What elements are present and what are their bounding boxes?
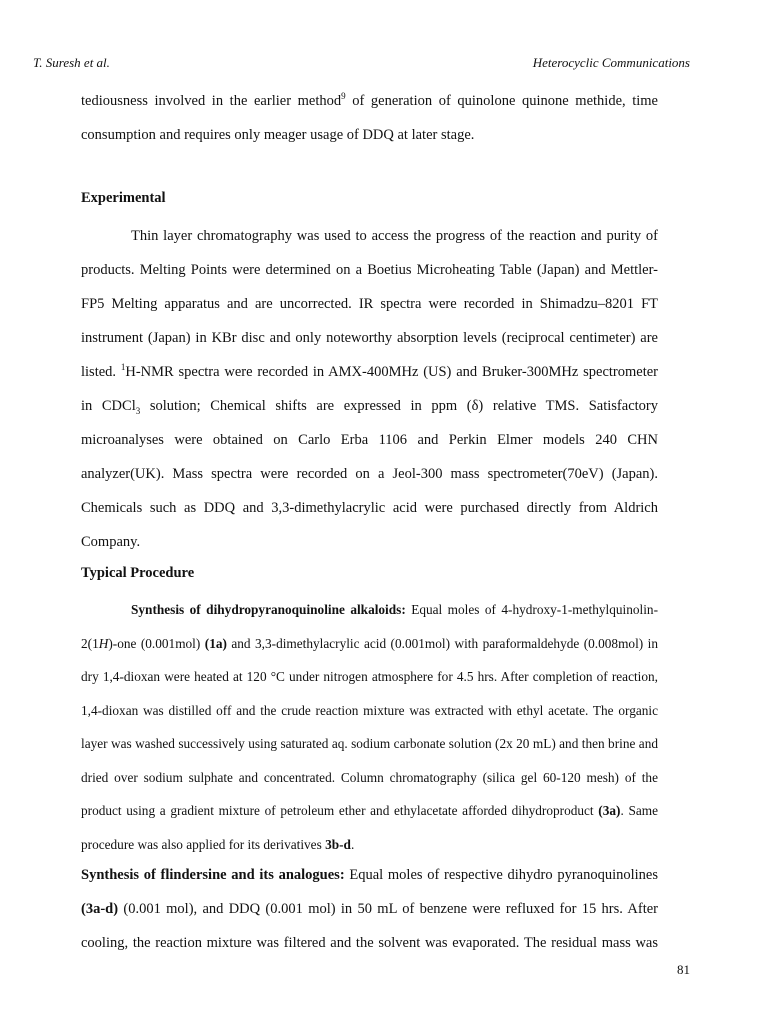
synthesis-flindersine-paragraph (81, 858, 658, 960)
experimental-paragraph (81, 219, 658, 559)
running-header-journal: Heterocyclic Communications (532, 55, 690, 70)
synthesis-flindersine-text-a: Equal moles of respective dihydro pyranoquinolines (344, 867, 659, 883)
experimental-text-a: Thin layer chromatography was used to access the progress of the reaction and purity of products. Melting Points were determined on a Boetius Microheating Table (Japan) and Mettler-FP5 Melting apparatus and are uncorrected. IR spectra were recorded in Shimadzu–8201 FT instrument (Japan) in KBr disc and only noteworthy absorption levels (reciprocal centimeter) are listed. (81, 228, 658, 380)
synthesis-dihydro-text-b: )-one (0.001mol) (108, 635, 205, 651)
synthesis-flindersine-text-b: (0.001 mol), and DDQ (0.001 mol) in 50 mL of benzene were refluxed for 15 hrs. After cooling, the reaction mixture was filtered and the solvent was evaporated. The residual mass was (81, 901, 658, 951)
procedure-heading: Typical Procedure (81, 565, 195, 581)
synthesis-dihydro-text-e: . (350, 836, 355, 852)
reference-marker: 9 (341, 91, 346, 102)
synthesis-dihydro-title: Synthesis of dihydropyranoquinoline alkaloids: (131, 602, 406, 617)
experimental-text-b: H-NMR spectra were recorded in AMX-400MHz (US) and Bruker-300MHz spectrometer in CDCl (81, 364, 658, 414)
nmr-superscript: 1 (120, 362, 126, 373)
compound-1a: (1a) (204, 635, 227, 651)
experimental-heading: Experimental (81, 190, 166, 206)
synthesis-dihydro-italic-h: H (98, 635, 109, 651)
synthesis-dihydro-text-d: . Same procedure was also applied for its derivatives (81, 803, 658, 852)
compound-3a-d: (3a-d) (81, 901, 119, 917)
synthesis-dihydro-text-c: and 3,3-dimethylacrylic acid (0.001mol) with paraformaldehyde (0.008mol) in dry 1,4-dioxan were heated at 120 °C under nitrogen atmosphere for 4.5 hrs. After completion of reaction, 1,4-dioxan was distilled off and the crude reaction mixture was extracted with ethyl acetate. The organic layer was washed successively using saturated aq. sodium carbonate solution (2x 20 mL) and then brine and dried over sodium sulphate and concentrated. Column chromatography (silica gel 60-120 mesh) of the product using a gradient mixture of petroleum ether and ethylacetate afforded dihydroproduct (81, 635, 658, 818)
experimental-text-c: solution; Chemical shifts are expressed in ppm (δ) relative TMS. Satisfactory microanalyses were obtained on Carlo Erba 1106 and Perkin Elmer models 240 CHN analyzer(UK). Mass spectra were recorded on a Jeol-300 mass spectrometer(70eV) (Japan). Chemicals such as DDQ and 3,3-dimethylacrylic acid were purchased directly from Aldrich Company. (81, 398, 658, 550)
intro-paragraph (81, 84, 658, 152)
synthesis-dihydro-text-a: Equal moles of 4-hydroxy-1-methylquinolin-2(1 (81, 602, 658, 651)
cdcl3-subscript: 3 (135, 405, 141, 416)
page-number: 81 (677, 962, 690, 977)
intro-text-a: tediousness involved in the earlier method (81, 93, 342, 109)
compound-3b-d: 3b-d (325, 836, 351, 852)
synthesis-dihydro-paragraph (81, 593, 658, 861)
compound-3a: (3a) (598, 803, 621, 818)
synthesis-flindersine-title: Synthesis of flindersine and its analogues: (81, 867, 345, 883)
running-header-authors: T. Suresh et al. (33, 55, 110, 70)
intro-text-b: of generation of quinolone quinone methide, time consumption and requires only meager usage of DDQ at later stage. (81, 93, 658, 143)
